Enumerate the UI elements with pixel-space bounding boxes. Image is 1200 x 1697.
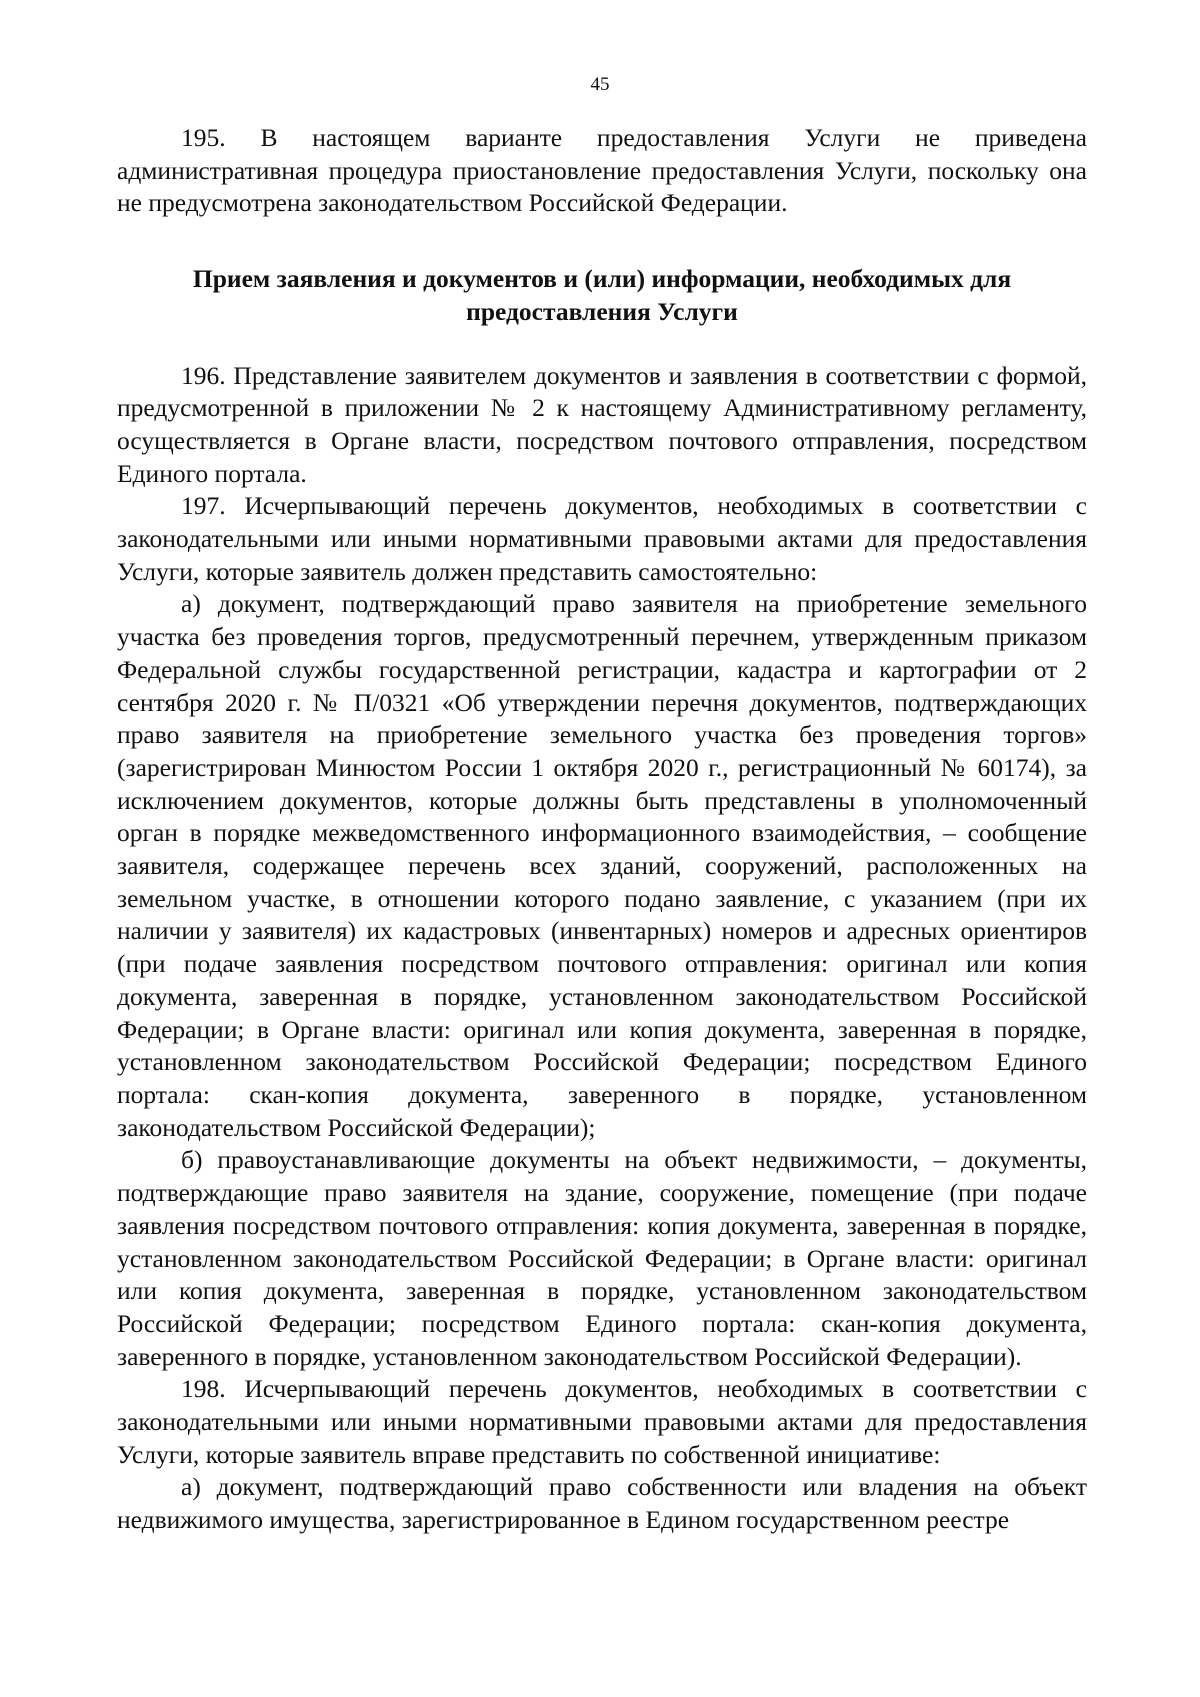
paragraph-196: 196. Представление заявителем документов и заявления в соответствии с формой, предусмотренной в приложении № 2 к настоящему Административному регламенту, осуществляется в Органе власти, посредством почтового отправления, посредством Единого портала. bbox=[117, 360, 1087, 488]
paragraph-197-a: а) документ, подтверждающий право заявителя на приобретение земельного участка без проведения торгов, предусмотренный перечнем, утвержденным приказом Федеральной службы государственной регистрации, кадастра и картографии от 2 сентября 2020 г. № П/0321 «Об утверждении перечня документов, подтверждающих право заявителя на приобретение земельного участка без проведения торгов» (зарегистрирован Минюстом России 1 октября 2020 г., регистрационный № 60174), за исключением документов, которые должны быть представлены в уполномоченный орган в порядке межведомственного информационного взаимодействия, – сообщение заявителя, содержащее перечень всех зданий, сооружений, расположенных на земельном участке, в отношении которого подано заявление, с указанием (при их наличии у заявителя) их кадастровых (инвентарных) номеров и адресных ориентиров (при подаче заявления посредством почтового отправления: оригинал или копия документа, заверенная в порядке, установленном законодательством Российской Федерации; в Органе власти: оригинал или копия документа, заверенная в порядке, установленном законодательством Российской Федерации; посредством Единого портала: скан-копия документа, заверенного в порядке, установленном законодательством Российской Федерации); bbox=[117, 589, 1087, 1142]
paragraph-195: 195. В настоящем варианте предоставления Услуги не приведена административная процедура приостановление предоставления Услуги, поскольку она не предусмотрена законодательством Российской Федерации. bbox=[117, 123, 1087, 218]
paragraph-197: 197. Исчерпывающий перечень документов, необходимых в соответствии с законодательными или иными нормативными правовыми актами для предоставления Услуги, которые заявитель должен представить самостоятельно: bbox=[117, 491, 1087, 586]
section-heading: Прием заявления и документов и (или) информации, необходимых для предоставления Услуги bbox=[192, 264, 1012, 326]
paragraph-197-b: б) правоустанавливающие документы на объект недвижимости, – документы, подтверждающие право заявителя на здание, сооружение, помещение (при подаче заявления посредством почтового отправления: копия документа, заверенная в порядке, установленном законодательством Российской Федерации; в Органе власти: оригинал или копия документа, заверенная в порядке, установленном законодательством Российской Федерации; посредством Единого портала: скан-копия документа, заверенного в порядке, установленном законодательством Российской Федерации). bbox=[117, 1145, 1087, 1371]
paragraph-198-a: а) документ, подтверждающий право собственности или владения на объект недвижимого имущества, зарегистрированное в Едином государственном реестре bbox=[117, 1472, 1087, 1535]
paragraph-198: 198. Исчерпывающий перечень документов, необходимых в соответствии с законодательными или иными нормативными правовыми актами для предоставления Услуги, которые заявитель вправе представить по собственной инициативе: bbox=[117, 1374, 1087, 1469]
page-number: 45 bbox=[590, 74, 610, 95]
document-body bbox=[117, 122, 1087, 1537]
